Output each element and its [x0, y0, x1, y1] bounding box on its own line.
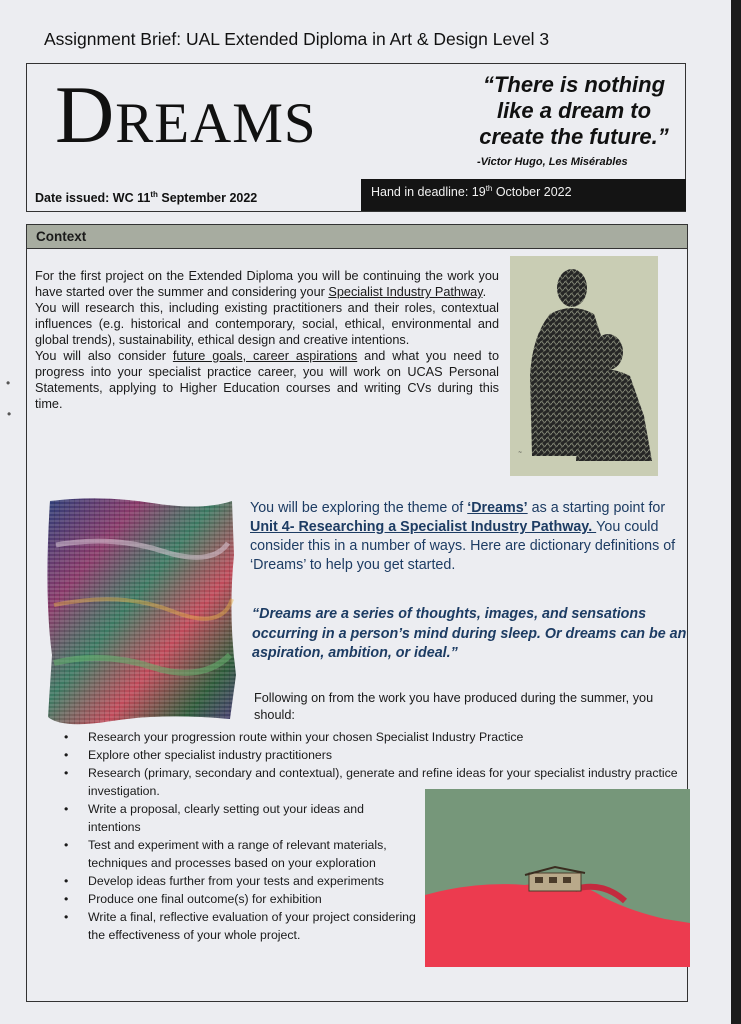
scan-mark: • [7, 407, 12, 421]
svg-text:~: ~ [518, 450, 523, 456]
date-issued-rest: September 2022 [157, 191, 258, 206]
theme-a: You will be exploring the theme of [250, 500, 468, 516]
intro-paragraph-2: You will research this, including existing practitioners and their roles, contextual influences (e.g. historical and contemporary, social, ethical, environmental and global trends), sustainability, ethical design and creative intentions. [35, 301, 499, 347]
list-item: • Produce one final outcome(s) for exhibition [60, 890, 418, 908]
list-item: • Research (primary, secondary and contextual), generate and refine ideas for your specialist industry practice investigation. [60, 764, 718, 800]
intro-1-b: . [482, 285, 487, 299]
woven-textile-image [42, 495, 238, 725]
header-box [26, 63, 686, 212]
intro-text [35, 268, 499, 412]
quote: “There is nothing like a dream to create the future.” [479, 72, 669, 149]
brief-title: Assignment Brief: UAL Extended Diploma in Art & Design Level 3 [44, 29, 550, 49]
theme-c: You could consider this in a number of ways. Here are dictionary definitions of ‘Dreams’ to help you get started. [250, 519, 676, 573]
intro-3-a: You will also consider [35, 349, 173, 363]
list-item: • Research your progression route within your chosen Specialist Industry Practice [60, 728, 718, 746]
career-goals-term: future goals, career aspirations [172, 349, 358, 363]
deadline-rest: October 2022 [492, 185, 572, 200]
specialist-pathway-term: Specialist Industry Pathway [328, 285, 483, 299]
list-item: • Write a proposal, clearly setting out your ideas and intentions [60, 800, 418, 836]
date-issued-sup: th [150, 190, 158, 199]
intro-paragraph-3 [35, 348, 499, 412]
list-item: • Test and experiment with a range of relevant materials, techniques and processes based on your exploration [60, 836, 418, 872]
deadline-label: Hand in deadline: 19 [371, 185, 486, 200]
red-landscape-image [425, 789, 690, 967]
unit-4-title: Unit 4- Researching a Specialist Industry Pathway. [250, 519, 597, 535]
following-text: Following on from the work you have produced during the summer, you should: [254, 691, 654, 722]
theme-b: as a starting point for [527, 500, 666, 516]
couple-portrait-drawing [510, 256, 658, 476]
theme-dreams: ‘Dreams’ [467, 500, 528, 516]
quote-attribution: -Victor Hugo, Les Misérables [477, 156, 628, 168]
intro-1-a: For the first project on the Extended Diploma you will be continuing the work you have started over the summer and considering your [35, 269, 499, 299]
theme-text [250, 499, 688, 575]
intro-3-b: and what you need to progress into your specialist practice career, you will work on UCAS Personal Statements, applying to Higher Education courses and writing CVs during this time. [35, 349, 499, 411]
theme-paragraph [250, 499, 688, 575]
list-item: • Write a final, reflective evaluation of your project considering the effectiveness of your whole project. [60, 908, 418, 944]
deadline-bar [361, 179, 686, 211]
couple-portrait-image [510, 256, 658, 476]
scan-edge [731, 0, 741, 1024]
project-title [55, 69, 317, 160]
red-landscape-house-artwork [425, 789, 690, 967]
list-item: • Develop ideas further from your tests and experiments [60, 872, 418, 890]
project-title-text: Dreams [55, 69, 317, 160]
context-header-bar [27, 225, 687, 249]
deadline-sup: th [485, 184, 493, 193]
list-item: • Explore other specialist industry practitioners [60, 746, 718, 764]
dreams-definition: “Dreams are a series of thoughts, images, and sensations occurring in a person’s mind during sleep. Or dreams can be an aspiration, ambition, or ideal.” [252, 606, 687, 661]
context-heading: Context [36, 229, 87, 244]
date-issued-label: Date issued: WC 11 [35, 191, 151, 206]
intro-paragraph-1 [35, 268, 499, 300]
date-issued [35, 190, 257, 205]
scan-mark: • [6, 376, 11, 390]
woven-textile-artwork [42, 495, 238, 725]
